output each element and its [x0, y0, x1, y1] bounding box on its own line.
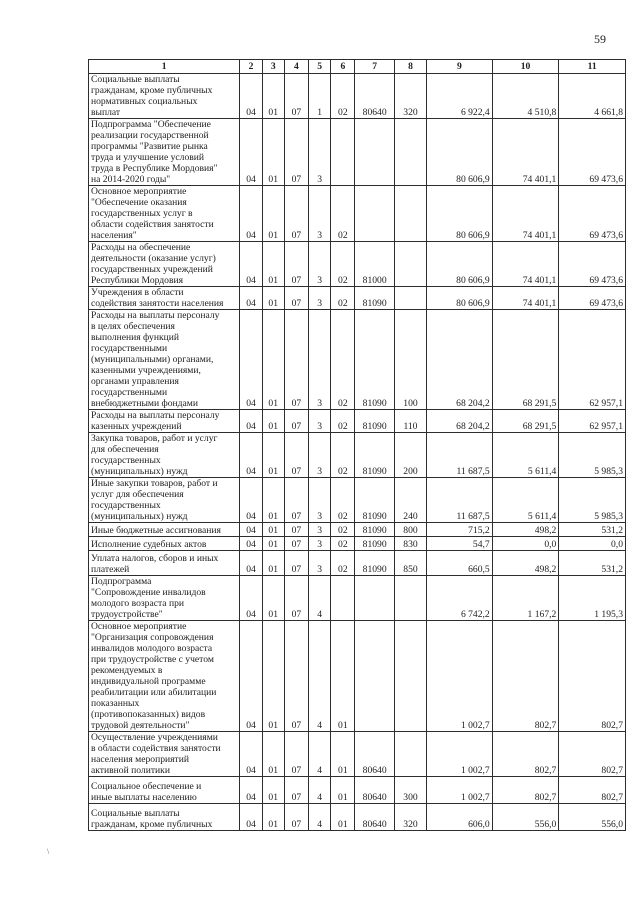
description-line: Основное мероприятие: [91, 186, 187, 197]
code-program: 3: [309, 242, 331, 287]
code-subsection: 07: [284, 433, 308, 478]
code-ministry: 04: [240, 186, 262, 242]
description-line: при трудоустройстве с учетом: [91, 654, 214, 665]
table-row: [89, 410, 626, 433]
amount-col-11: 62 957,1: [559, 410, 626, 433]
amount-col-11: 69 473,6: [559, 242, 626, 287]
row-description: [89, 621, 240, 732]
description-line: программы "Развитие рынка: [91, 141, 208, 152]
code-section: 01: [262, 119, 284, 186]
amount-col-10: 498,2: [492, 551, 559, 576]
amount-col-10: 74 401,1: [492, 242, 559, 287]
description-line: нормативных социальных: [91, 96, 198, 107]
code-program: 3: [309, 478, 331, 523]
code-program: 3: [309, 410, 331, 433]
description-line: Исполнение судебных актов: [91, 539, 207, 550]
amount-col-11: 1 195,3: [559, 576, 626, 621]
description-line: государственными: [91, 343, 168, 354]
code-section: 01: [262, 621, 284, 732]
row-description: [89, 310, 240, 410]
amount-col-10: 4 510,8: [492, 74, 559, 119]
row-description: [89, 410, 240, 433]
code-ministry: 04: [240, 576, 262, 621]
row-description: [89, 777, 240, 804]
code-subsection: 07: [284, 804, 308, 831]
code-program: 3: [309, 523, 331, 537]
code-target: 81090: [355, 433, 394, 478]
amount-col-9: 1 002,7: [427, 777, 493, 804]
code-subprogram: 02: [331, 310, 355, 410]
code-expense-type: 100: [394, 310, 426, 410]
code-subsection: 07: [284, 551, 308, 576]
description-line: органами управления: [91, 376, 179, 387]
description-line: Иные закупки товаров, работ и: [91, 478, 218, 489]
amount-col-10: 556,0: [492, 804, 559, 831]
description-line: иные выплаты населению: [91, 792, 197, 803]
table-body: [89, 74, 626, 831]
amount-col-9: 80 606,9: [427, 119, 493, 186]
code-expense-type: [394, 621, 426, 732]
amount-col-11: 69 473,6: [559, 119, 626, 186]
amount-col-11: 0,0: [559, 537, 626, 551]
code-ministry: 04: [240, 119, 262, 186]
code-section: 01: [262, 478, 284, 523]
amount-col-9: 715,2: [427, 523, 493, 537]
row-description: [89, 186, 240, 242]
amount-col-10: 74 401,1: [492, 287, 559, 310]
description-line: государственных: [91, 455, 161, 466]
code-program: 3: [309, 186, 331, 242]
code-subprogram: 02: [331, 287, 355, 310]
code-ministry: 04: [240, 287, 262, 310]
code-ministry: 04: [240, 537, 262, 551]
code-ministry: 04: [240, 310, 262, 410]
code-subprogram: 01: [331, 777, 355, 804]
description-line: молодого возраста при: [91, 598, 185, 609]
description-line: рекомендуемых в: [91, 665, 163, 676]
amount-col-10: 802,7: [492, 732, 559, 777]
code-ministry: 04: [240, 74, 262, 119]
amount-col-11: 62 957,1: [559, 310, 626, 410]
description-line: государственными: [91, 387, 168, 398]
code-section: 01: [262, 410, 284, 433]
code-expense-type: 320: [394, 804, 426, 831]
amount-col-10: 74 401,1: [492, 119, 559, 186]
amount-col-10: 802,7: [492, 777, 559, 804]
code-ministry: 04: [240, 551, 262, 576]
code-program: 4: [309, 621, 331, 732]
code-ministry: 04: [240, 621, 262, 732]
description-line: трудовой деятельности": [91, 720, 190, 731]
code-expense-type: 800: [394, 523, 426, 537]
description-line: (противопоказанных) видов: [91, 709, 206, 720]
code-section: 01: [262, 433, 284, 478]
code-program: 3: [309, 433, 331, 478]
amount-col-11: 802,7: [559, 621, 626, 732]
col-header-1: 1: [89, 60, 240, 74]
amount-col-9: 6 742,2: [427, 576, 493, 621]
description-line: реабилитации или абилитации: [91, 687, 217, 698]
code-ministry: 04: [240, 410, 262, 433]
description-line: гражданам, кроме публичных: [91, 85, 213, 96]
description-line: выполнения функций: [91, 332, 180, 343]
description-line: для обеспечения: [91, 444, 159, 455]
col-header-3: 3: [262, 60, 284, 74]
description-line: Республики Мордовия: [91, 275, 184, 286]
description-line: Закупка товаров, работ и услуг: [91, 433, 218, 444]
amount-col-9: 80 606,9: [427, 287, 493, 310]
description-line: населения": [91, 230, 137, 241]
amount-col-10: 0,0: [492, 537, 559, 551]
description-line: Расходы на выплаты персоналу: [91, 310, 220, 321]
amount-col-9: 6 922,4: [427, 74, 493, 119]
amount-col-9: 68 204,2: [427, 310, 493, 410]
code-section: 01: [262, 777, 284, 804]
code-expense-type: [394, 287, 426, 310]
code-target: 81000: [355, 242, 394, 287]
code-expense-type: 300: [394, 777, 426, 804]
code-target: 81090: [355, 478, 394, 523]
code-subsection: 07: [284, 576, 308, 621]
description-line: казенными учреждениями,: [91, 365, 201, 376]
page-number: 59: [594, 32, 606, 46]
table-row: [89, 621, 626, 732]
description-line: "Обеспечение оказания: [91, 197, 187, 208]
code-section: 01: [262, 523, 284, 537]
description-line: казенных учреждений: [91, 421, 182, 432]
code-expense-type: 320: [394, 74, 426, 119]
description-line: государственных услуг в: [91, 208, 193, 219]
row-description: [89, 551, 240, 576]
amount-col-11: 556,0: [559, 804, 626, 831]
description-line: инвалидов молодого возраста: [91, 643, 213, 654]
description-line: Расходы на обеспечение: [91, 242, 191, 253]
code-subsection: 07: [284, 74, 308, 119]
row-description: [89, 576, 240, 621]
description-line: Социальное обеспечение и: [91, 781, 202, 792]
row-description: [89, 433, 240, 478]
code-subsection: 07: [284, 523, 308, 537]
code-program: 3: [309, 287, 331, 310]
col-header-4: 4: [284, 60, 308, 74]
description-line: в области содействия занятости: [91, 743, 221, 754]
amount-col-9: 11 687,5: [427, 478, 493, 523]
amount-col-9: 68 204,2: [427, 410, 493, 433]
description-line: Учреждения в области: [91, 287, 184, 298]
amount-col-9: 1 002,7: [427, 732, 493, 777]
code-target: [355, 576, 394, 621]
code-target: 81090: [355, 310, 394, 410]
code-target: 81090: [355, 287, 394, 310]
row-description: [89, 242, 240, 287]
code-section: 01: [262, 186, 284, 242]
code-expense-type: 200: [394, 433, 426, 478]
col-header-10: 10: [492, 60, 559, 74]
description-line: Уплата налогов, сборов и иных: [91, 553, 219, 564]
amount-col-9: 660,5: [427, 551, 493, 576]
budget-table: [88, 59, 626, 831]
table-row: [89, 777, 626, 804]
amount-col-9: 54,7: [427, 537, 493, 551]
description-line: активной политики: [91, 765, 170, 776]
description-line: содействия занятости населения: [91, 298, 224, 309]
amount-col-10: 1 167,2: [492, 576, 559, 621]
amount-col-10: 68 291,5: [492, 410, 559, 433]
table-row: [89, 287, 626, 310]
code-target: [355, 186, 394, 242]
code-section: 01: [262, 551, 284, 576]
row-description: [89, 523, 240, 537]
amount-col-9: 11 687,5: [427, 433, 493, 478]
table-row: [89, 804, 626, 831]
row-description: [89, 287, 240, 310]
code-expense-type: 110: [394, 410, 426, 433]
table-row: [89, 119, 626, 186]
code-expense-type: 830: [394, 537, 426, 551]
description-line: Основное мероприятие: [91, 621, 187, 632]
table-row: [89, 242, 626, 287]
code-subsection: 07: [284, 242, 308, 287]
code-ministry: 04: [240, 523, 262, 537]
description-line: выплат: [91, 107, 121, 118]
amount-col-11: 69 473,6: [559, 186, 626, 242]
code-target: 81090: [355, 537, 394, 551]
code-subsection: 07: [284, 186, 308, 242]
code-expense-type: 240: [394, 478, 426, 523]
code-section: 01: [262, 537, 284, 551]
row-description: [89, 732, 240, 777]
code-program: 3: [309, 310, 331, 410]
description-line: Подпрограмма: [91, 576, 152, 587]
amount-col-9: 1 002,7: [427, 621, 493, 732]
amount-col-11: 5 985,3: [559, 433, 626, 478]
code-subprogram: 02: [331, 523, 355, 537]
row-description: [89, 804, 240, 831]
table-row: [89, 74, 626, 119]
col-header-2: 2: [240, 60, 262, 74]
description-line: на 2014-2020 годы": [91, 174, 171, 185]
description-line: индивидуальной программе: [91, 676, 206, 687]
table-header-row: [89, 60, 626, 74]
col-header-5: 5: [309, 60, 331, 74]
amount-col-11: 802,7: [559, 777, 626, 804]
col-header-7: 7: [355, 60, 394, 74]
code-target: 80640: [355, 804, 394, 831]
col-header-11: 11: [559, 60, 626, 74]
amount-col-11: 69 473,6: [559, 287, 626, 310]
code-target: 80640: [355, 777, 394, 804]
scan-mark: \: [47, 847, 50, 856]
description-line: деятельности (оказание услуг): [91, 253, 216, 264]
amount-col-9: 80 606,9: [427, 186, 493, 242]
row-description: [89, 478, 240, 523]
code-subprogram: 02: [331, 242, 355, 287]
amount-col-10: 5 611,4: [492, 433, 559, 478]
code-target: 81090: [355, 551, 394, 576]
col-header-6: 6: [331, 60, 355, 74]
code-ministry: 04: [240, 478, 262, 523]
code-subsection: 07: [284, 287, 308, 310]
code-subprogram: 02: [331, 551, 355, 576]
description-line: (муниципальных) нужд: [91, 511, 188, 522]
code-expense-type: [394, 732, 426, 777]
row-description: [89, 537, 240, 551]
code-ministry: 04: [240, 777, 262, 804]
amount-col-11: 531,2: [559, 523, 626, 537]
col-header-8: 8: [394, 60, 426, 74]
code-subprogram: 01: [331, 804, 355, 831]
code-subsection: 07: [284, 478, 308, 523]
description-line: услуг для обеспечения: [91, 489, 184, 500]
code-program: 1: [309, 74, 331, 119]
code-program: 4: [309, 576, 331, 621]
description-line: государственных учреждений: [91, 264, 213, 275]
description-line: Социальные выплаты: [91, 74, 180, 85]
table-row: [89, 537, 626, 551]
code-target: [355, 119, 394, 186]
code-subsection: 07: [284, 310, 308, 410]
amount-col-10: 498,2: [492, 523, 559, 537]
code-subprogram: 02: [331, 433, 355, 478]
code-program: 4: [309, 804, 331, 831]
description-line: Осуществление учреждениями: [91, 732, 218, 743]
description-line: Подпрограмма "Обеспечение: [91, 119, 211, 130]
code-target: 81090: [355, 410, 394, 433]
code-subsection: 07: [284, 537, 308, 551]
description-line: в целях обеспечения: [91, 321, 175, 332]
code-program: 3: [309, 551, 331, 576]
table-row: [89, 478, 626, 523]
code-target: 80640: [355, 732, 394, 777]
row-description: [89, 74, 240, 119]
code-expense-type: [394, 576, 426, 621]
code-subprogram: 01: [331, 621, 355, 732]
code-expense-type: [394, 119, 426, 186]
description-line: (муниципальных) нужд: [91, 466, 188, 477]
description-line: показанных: [91, 698, 140, 709]
code-subprogram: 01: [331, 732, 355, 777]
description-line: внебюджетными фондами: [91, 398, 198, 409]
code-program: 3: [309, 537, 331, 551]
amount-col-10: 5 611,4: [492, 478, 559, 523]
code-ministry: 04: [240, 242, 262, 287]
code-ministry: 04: [240, 433, 262, 478]
description-line: "Сопровождение инвалидов: [91, 587, 206, 598]
code-section: 01: [262, 804, 284, 831]
code-subprogram: 02: [331, 478, 355, 523]
code-subsection: 07: [284, 410, 308, 433]
description-line: "Организация сопровождения: [91, 632, 214, 643]
description-line: Расходы на выплаты персоналу: [91, 410, 220, 421]
col-header-9: 9: [427, 60, 493, 74]
code-expense-type: [394, 242, 426, 287]
table-row: [89, 433, 626, 478]
amount-col-11: 802,7: [559, 732, 626, 777]
code-subsection: 07: [284, 119, 308, 186]
description-line: труда и улучшение условий: [91, 152, 205, 163]
table-row: [89, 732, 626, 777]
code-subsection: 07: [284, 621, 308, 732]
amount-col-9: 606,0: [427, 804, 493, 831]
amount-col-11: 531,2: [559, 551, 626, 576]
code-subprogram: [331, 576, 355, 621]
code-target: [355, 621, 394, 732]
row-description: [89, 119, 240, 186]
table-row: [89, 523, 626, 537]
code-expense-type: [394, 186, 426, 242]
code-program: 3: [309, 119, 331, 186]
description-line: платежей: [91, 564, 130, 575]
table-row: [89, 551, 626, 576]
table-row: [89, 576, 626, 621]
code-program: 4: [309, 732, 331, 777]
amount-col-10: 802,7: [492, 621, 559, 732]
table-row: [89, 310, 626, 410]
code-section: 01: [262, 576, 284, 621]
code-section: 01: [262, 74, 284, 119]
description-line: области содействия занятости: [91, 219, 214, 230]
code-ministry: 04: [240, 732, 262, 777]
amount-col-9: 80 606,9: [427, 242, 493, 287]
code-section: 01: [262, 310, 284, 410]
code-program: 4: [309, 777, 331, 804]
table-row: [89, 186, 626, 242]
code-expense-type: 850: [394, 551, 426, 576]
code-section: 01: [262, 732, 284, 777]
amount-col-10: 68 291,5: [492, 310, 559, 410]
description-line: Социальные выплаты: [91, 808, 180, 819]
code-subprogram: 02: [331, 186, 355, 242]
description-line: (муниципальными) органами,: [91, 354, 214, 365]
code-ministry: 04: [240, 804, 262, 831]
description-line: государственных: [91, 500, 161, 511]
description-line: трудоустройстве": [91, 609, 163, 620]
code-subprogram: 02: [331, 537, 355, 551]
code-section: 01: [262, 242, 284, 287]
description-line: реализации государственной: [91, 130, 209, 141]
code-subprogram: 02: [331, 74, 355, 119]
code-target: 80640: [355, 74, 394, 119]
description-line: Иные бюджетные ассигнования: [91, 525, 221, 536]
description-line: труда в Республике Мордовия": [91, 163, 218, 174]
code-target: 81090: [355, 523, 394, 537]
amount-col-11: 4 661,8: [559, 74, 626, 119]
code-subprogram: 02: [331, 410, 355, 433]
amount-col-10: 74 401,1: [492, 186, 559, 242]
code-subsection: 07: [284, 777, 308, 804]
code-subprogram: [331, 119, 355, 186]
amount-col-11: 5 985,3: [559, 478, 626, 523]
description-line: гражданам, кроме публичных: [91, 819, 213, 830]
code-section: 01: [262, 287, 284, 310]
code-subsection: 07: [284, 732, 308, 777]
description-line: населения мероприятий: [91, 754, 190, 765]
